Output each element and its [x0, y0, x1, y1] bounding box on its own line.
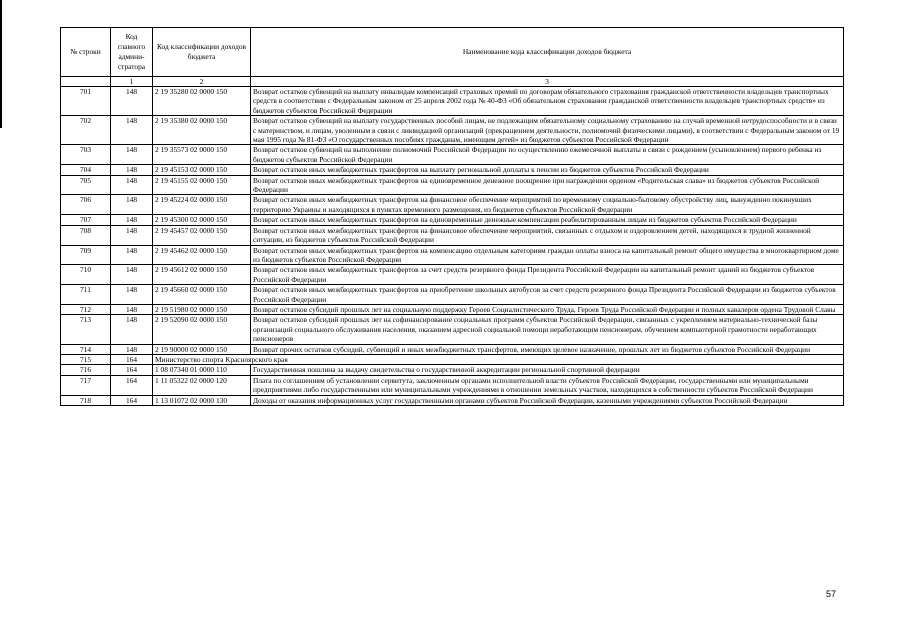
admin-code: 148 [111, 175, 153, 195]
admin-code: 164 [111, 395, 153, 405]
classification-code: 2 19 90000 02 0000 150 [153, 344, 251, 354]
classification-code: 2 19 45612 02 0000 150 [153, 265, 251, 285]
row-number: 704 [61, 165, 111, 175]
row-number: 701 [61, 87, 111, 116]
income-name: Возврат остатков иных межбюджетных трансфертов на финансовое обеспечение мероприятий, связанных с отдыхом и оздоровлением детей, находящихся в трудной жизненной ситуации, из бюджетов субъектов Российской Федерации [251, 225, 844, 245]
admin-code: 148 [111, 304, 153, 314]
classification-code: 1 11 05322 02 0000 120 [153, 375, 251, 395]
row-number: 717 [61, 375, 111, 395]
row-number: 708 [61, 225, 111, 245]
row-number: 705 [61, 175, 111, 195]
table-body [61, 87, 844, 406]
classification-code: 2 19 45660 02 0000 150 [153, 285, 251, 305]
row-number: 715 [61, 354, 111, 364]
classification-code: 1 13 01072 02 0000 130 [153, 395, 251, 405]
table-row [61, 195, 844, 215]
income-name: Возврат остатков субсидий прошлых лет на социальную поддержку Героев Социалистического Труда, Героев Труда Российской Федерации и полных кавалеров ордена Трудовой Славы [251, 304, 844, 314]
column-index-row [61, 77, 844, 87]
classification-code: 2 19 45462 02 0000 150 [153, 245, 251, 265]
row-number: 706 [61, 195, 111, 215]
table-row [61, 265, 844, 285]
classification-code: 2 19 45155 02 0000 150 [153, 175, 251, 195]
table-row [61, 87, 844, 116]
admin-code: 164 [111, 365, 153, 375]
admin-code: 164 [111, 375, 153, 395]
income-name: Возврат остатков иных межбюджетных трансфертов на выплату региональной доплаты к пенсии из бюджетов субъектов Российской Федерации [251, 165, 844, 175]
income-classification-table [60, 27, 844, 406]
admin-code: 148 [111, 315, 153, 344]
admin-code: 148 [111, 195, 153, 215]
table-row [61, 225, 844, 245]
table-row [61, 344, 844, 354]
classification-code: 2 19 45300 02 0000 150 [153, 215, 251, 225]
admin-code: 148 [111, 165, 153, 175]
classification-code: 2 19 35280 02 0000 150 [153, 87, 251, 116]
admin-code: 148 [111, 87, 153, 116]
row-number: 707 [61, 215, 111, 225]
column-index: 1 [111, 77, 153, 87]
table-row [61, 365, 844, 375]
table-row [61, 145, 844, 165]
page-number: 57 [826, 589, 837, 599]
table-row [61, 375, 844, 395]
column-index-blank [61, 77, 111, 87]
row-number: 712 [61, 304, 111, 314]
row-number: 718 [61, 395, 111, 405]
row-number: 702 [61, 116, 111, 145]
income-name: Возврат остатков субсидий прошлых лет на софинансирование социальных программ субъектов Российской Федерации, связанных с укреплением материально-технической базы организаций социального обслуживания населения, оказанием адресной социальной помощи неработающим пенсионерам, обучением компьютерной грамотности неработающих пенсионеров [251, 315, 844, 344]
table-row [61, 395, 844, 405]
income-name: Доходы от оказания информационных услуг государственными органами субъектов Российской Федерации, казенными учреждениями субъектов Российской Федерации [251, 395, 844, 405]
income-name: Возврат остатков иных межбюджетных трансфертов на приобретение школьных автобусов за счет средств резервного фонда Президента Российской Федерации из бюджетов субъектов Российской Федерации [251, 285, 844, 305]
column-index: 3 [251, 77, 844, 87]
table-row [61, 165, 844, 175]
income-name: Возврат остатков субвенций на выплату инвалидам компенсаций страховых премий по договорам обязательного страхования гражданской ответственности владельцев транспортных средств в соответствии с Федеральным законом от 25 апреля 2002 года № 40-ФЗ «Об обязательном страховании гражданской ответственности владельцев транспортных средств» из бюджетов субъектов Российской Федерации [251, 87, 844, 116]
income-name: Возврат остатков иных межбюджетных трансфертов за счет средств резервного фонда Президента Российской Федерации на капитальный ремонт зданий из бюджетов субъектов Российской Федерации [251, 265, 844, 285]
income-name: Возврат остатков иных межбюджетных трансфертов на единовременные денежные компенсации реабилитированным лицам из бюджетов субъектов Российской Федерации [251, 215, 844, 225]
table-header-row [61, 28, 844, 77]
header-row-number: № строки [61, 28, 111, 77]
admin-code: 148 [111, 225, 153, 245]
row-number: 711 [61, 285, 111, 305]
classification-code: 2 19 45224 02 0000 150 [153, 195, 251, 215]
admin-code: 148 [111, 215, 153, 225]
column-index: 2 [153, 77, 251, 87]
table-row [61, 245, 844, 265]
header-admin-code: Код главного админи-стратора [111, 28, 153, 77]
table-row [61, 304, 844, 314]
admin-code: 148 [111, 265, 153, 285]
admin-code: 148 [111, 285, 153, 305]
table-row [61, 175, 844, 195]
row-number: 710 [61, 265, 111, 285]
admin-code: 148 [111, 116, 153, 145]
classification-code: 2 19 35380 02 0000 150 [153, 116, 251, 145]
income-name: Возврат прочих остатков субсидий, субвенций и иных межбюджетных трансфертов, имеющих целевое назначение, прошлых лет из бюджетов субъектов Российской Федерации [251, 344, 844, 354]
classification-code: 2 19 35573 02 0000 150 [153, 145, 251, 165]
classification-code: 2 19 52090 02 0000 150 [153, 315, 251, 344]
table-row [61, 315, 844, 344]
header-class-code: Код классификации доходов бюджета [153, 28, 251, 77]
classification-code: 2 19 45153 02 0000 150 [153, 165, 251, 175]
admin-code: 148 [111, 145, 153, 165]
income-name: Возврат остатков субвенций на выполнение полномочий Российской Федерации по осуществлению ежемесячной выплаты в связи с рождением (усыновлением) первого ребенка из бюджетов субъектов Российской Федерации [251, 145, 844, 165]
table-row [61, 215, 844, 225]
classification-code: 1 08 07340 01 0000 110 [153, 365, 251, 375]
income-name: Государственная пошлина за выдачу свидетельства о государственной аккредитации региональной спортивной федерации [251, 365, 844, 375]
header-name: Наименование кода классификации доходов бюджета [251, 28, 844, 77]
income-name: Возврат остатков иных межбюджетных трансфертов на компенсацию отдельным категориям граждан оплаты взноса на капитальный ремонт общего имущества в многоквартирном доме из бюджетов субъектов Российской Федерации [251, 245, 844, 265]
classification-code: 2 19 51980 02 0000 150 [153, 304, 251, 314]
admin-code: 148 [111, 344, 153, 354]
income-name: Возврат остатков иных межбюджетных трансфертов на финансовое обеспечение мероприятий по временному социально-бытовому обустройству лиц, вынужденно покинувших территорию Украины и находящихся в пунктах временного размещения, из бюджетов субъектов Российской Федерации [251, 195, 844, 215]
table-row [61, 285, 844, 305]
row-number: 716 [61, 365, 111, 375]
admin-code: 164 [111, 354, 153, 364]
table-row [61, 116, 844, 145]
scan-edge-mark [0, 0, 2, 128]
row-number: 714 [61, 344, 111, 354]
classification-code: 2 19 45457 02 0000 150 [153, 225, 251, 245]
admin-code: 148 [111, 245, 153, 265]
income-name: Возврат остатков иных межбюджетных трансфертов на единовременное денежное поощрение при награждении орденом «Родительская слава» из бюджетов субъектов Российской Федерации [251, 175, 844, 195]
income-name: Возврат остатков субвенций на выплату государственных пособий лицам, не подлежащим обязательному социальному страхованию на случай временной нетрудоспособности и в связи с материнством, и лицам, уволенным в связи с ликвидацией организаций (прекращением деятельности, полномочий физическими лицами), в соответствии с Федеральным законом от 19 мая 1995 года № 81-ФЗ «О государственных пособиях гражданам, имеющим детей» из бюджетов субъектов Российской Федерации [251, 116, 844, 145]
table-row [61, 354, 844, 364]
row-number: 713 [61, 315, 111, 344]
department-name: Министерство спорта Красноярского края [153, 354, 844, 364]
row-number: 703 [61, 145, 111, 165]
row-number: 709 [61, 245, 111, 265]
income-name: Плата по соглашениям об установлении сервитута, заключенным органами исполнительной власти субъектов Российской Федерации, государственными или муниципальными предприятиями либо государственными или муниципальными учреждениями в отношении земельных участков, находящихся в собственности субъектов Российской Федерации [251, 375, 844, 395]
